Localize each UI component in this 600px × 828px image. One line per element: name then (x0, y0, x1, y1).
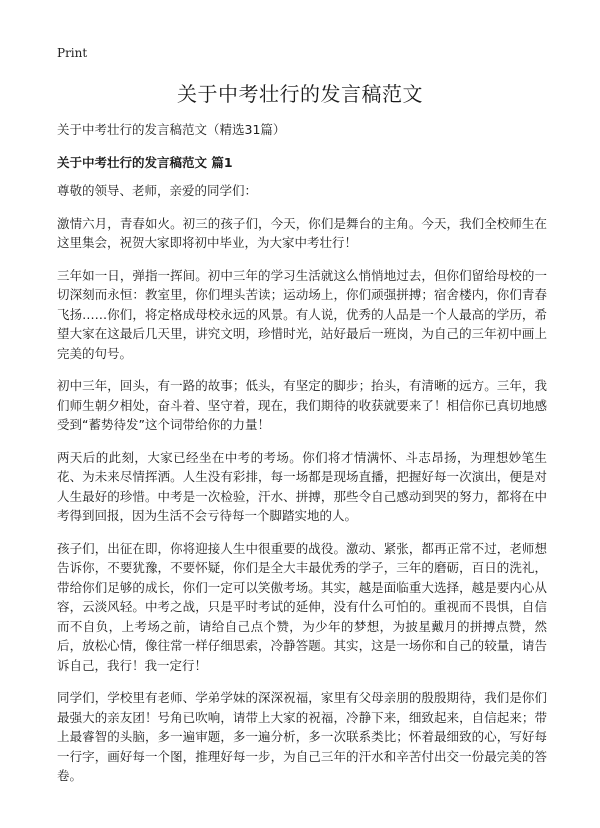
document-title: 关于中考壮行的发言稿范文 (177, 82, 423, 106)
paragraph: 同学们，学校里有老师、学弟学妹的深深祝福，家里有父母亲朋的殷殷期待，我们是你们最强大的亲友团！号角已吹响，请带上大家的祝福，冷静下来，细致起来，自信起来；带上最睿智的头脑，多一遍审题，多一遍分析，多一次联系类比；怀着最细致的心，写好每一行字，画好每一个图，推理好每一步，为自己三年的汗水和辛苦付出交一份最完美的答卷。 (57, 690, 547, 783)
section-heading: 关于中考壮行的发言稿范文 篇1 (57, 155, 233, 170)
paragraph: 激情六月，青春如火。初三的孩子们，今天，你们是舞台的主角。今天，我们全校师生在这里集会，祝贺大家即将初中毕业，为大家中考壮行！ (57, 215, 547, 250)
paragraph: 两天后的此刻，大家已经坐在中考的考场。你们将才情满怀、斗志昂扬，为理想妙笔生花、为未来尽情挥洒。人生没有彩排，每一场都是现场直播，把握好每一次演出，便是对人生最好的珍惜。中考是一次检验，汗水、拼搏，那些令自己感动到哭的努力，都将在中考得到回报，因为生活不会亏待每一个脚踏实地的人。 (57, 449, 547, 523)
paragraph: 初中三年，回头，有一路的故事；低头，有坚定的脚步；抬头，有清晰的远方。三年，我们师生朝夕相处，奋斗着、坚守着，现在，我们期待的收获就要来了！相信你已真切地感受到“蓄势待发”这个词带给你的力量！ (57, 378, 547, 432)
paragraph: 孩子们，出征在即，你将迎接人生中很重要的战役。激动、紧张，都再正常不过，老师想告诉你，不要犹豫，不要怀疑，你们是全大丰最优秀的学子，三年的磨砺，百日的洗礼，带给你们足够的成长，你们一定可以笑傲考场。其实，越是面临重大选择，越是要内心从容，云淡风轻。中考之战，只是平时考试的延伸，没有什么可怕的。重视而不畏惧，自信而不自负，上考场之前，请给自己点个赞，为少年的梦想，为披星戴月的拼搏点赞，然后，放松心情，像往常一样仔细思索，冷静答题。其实，这是一场你和自己的较量，请告诉自己，我行！我一定行！ (57, 540, 547, 673)
paragraph: 三年如一日，弹指一挥间。初中三年的学习生活就这么悄悄地过去，但你们留给母校的一切深刻而永恒：教室里，你们埋头苦读；运动场上，你们顽强拼搏；宿舍楼内，你们青春飞扬……你们，将定格成母校永远的风景。有人说，优秀的人品是一个人最高的学历，希望大家在这最后几天里，讲究文明，珍惜时光，站好最后一班岗，为自己的三年初中画上完美的句号。 (57, 267, 547, 361)
document-body (57, 181, 547, 799)
document-subtitle: 关于中考壮行的发言稿范文（精选31篇） (57, 122, 286, 137)
paragraph-greeting: 尊敬的领导、老师，亲爱的同学们： (57, 183, 258, 198)
print-link[interactable]: Print (57, 46, 88, 60)
